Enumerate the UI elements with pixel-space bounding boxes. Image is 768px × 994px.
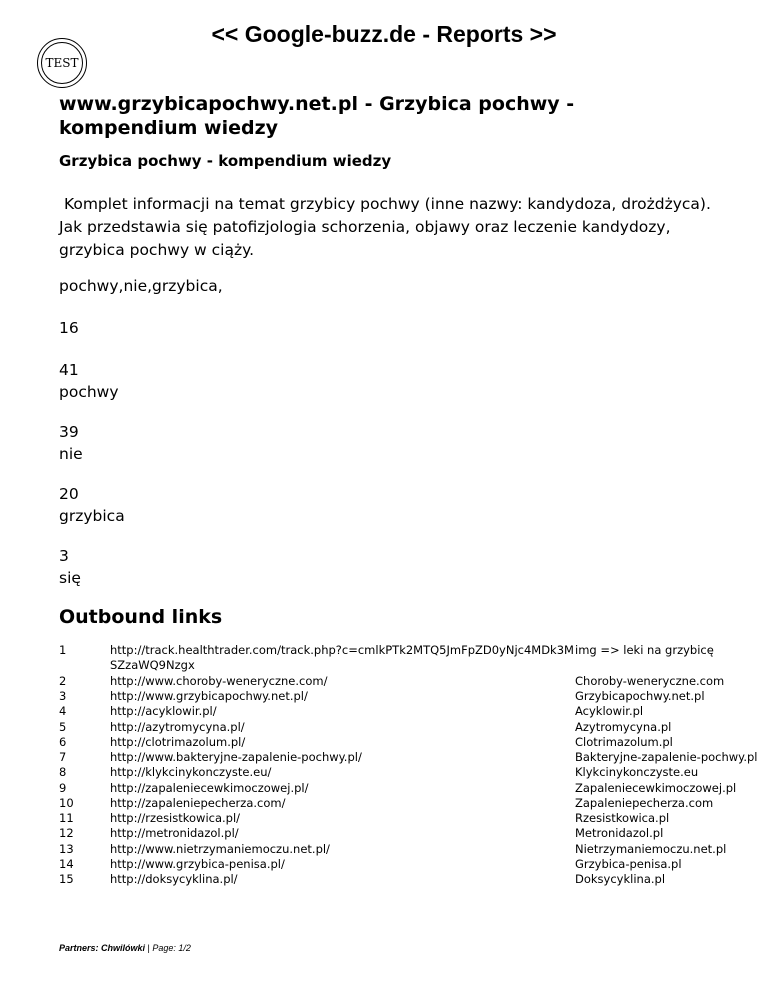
keyword-count: 41 <box>59 361 79 379</box>
keyword-stat <box>59 483 125 527</box>
report-header-title: << Google-buzz.de - Reports >> <box>211 21 557 47</box>
link-number: 1 <box>59 643 67 657</box>
keyword-stat <box>59 359 119 403</box>
keywords-line: pochwy,nie,grzybica, <box>59 277 223 295</box>
footer-separator: | <box>145 943 153 953</box>
link-url[interactable]: http://klykcinykonczyste.eu/ <box>110 765 272 779</box>
link-number: 6 <box>59 735 67 749</box>
link-anchor-text: Choroby-weneryczne.com <box>575 674 725 688</box>
link-url[interactable]: http://www.grzybica-penisa.pl/ <box>110 857 285 871</box>
link-number: 7 <box>59 750 67 764</box>
link-anchor-text: Grzybica-penisa.pl <box>575 857 682 871</box>
page-footer <box>59 943 191 953</box>
keyword-count: 20 <box>59 485 79 503</box>
link-url[interactable]: http://metronidazol.pl/ <box>110 826 239 840</box>
link-anchor-text: Rzesistkowica.pl <box>575 811 670 825</box>
link-anchor-text: img => leki na grzybicę <box>575 643 714 657</box>
link-url[interactable]: http://clotrimazolum.pl/ <box>110 735 246 749</box>
link-anchor-text: Nietrzymaniemoczu.net.pl <box>575 842 727 856</box>
link-url[interactable]: http://acyklowir.pl/ <box>110 704 217 718</box>
link-url[interactable]: http://rzesistkowica.pl/ <box>110 811 241 825</box>
link-url[interactable]: http://www.choroby-weneryczne.com/ <box>110 674 328 688</box>
link-number: 4 <box>59 704 67 718</box>
link-url[interactable]: http://doksycyklina.pl/ <box>110 872 238 886</box>
link-anchor-text: Zapaleniepecherza.com <box>575 796 714 810</box>
test-stamp <box>37 38 87 88</box>
link-url[interactable]: http://www.grzybicapochwy.net.pl/ <box>110 689 308 703</box>
link-number: 13 <box>59 842 74 856</box>
link-number: 12 <box>59 826 74 840</box>
link-url[interactable]: http://zapaleniepecherza.com/ <box>110 796 286 810</box>
link-url[interactable]: http://zapaleniecewkimoczowej.pl/ <box>110 781 309 795</box>
outbound-links-heading: Outbound links <box>59 606 223 628</box>
link-anchor-text: Doksycyklina.pl <box>575 872 666 886</box>
keyword-stat <box>59 545 81 589</box>
link-number: 10 <box>59 796 74 810</box>
link-number: 9 <box>59 781 67 795</box>
keyword-word: pochwy <box>59 383 119 401</box>
keyword-count: 3 <box>59 547 69 565</box>
link-number: 2 <box>59 674 67 688</box>
link-number: 11 <box>59 811 74 825</box>
keyword-stat <box>59 421 83 465</box>
link-anchor-text: Bakteryjne-zapalenie-pochwy.pl <box>575 750 758 764</box>
link-url[interactable]: http://www.nietrzymaniemoczu.net.pl/ <box>110 842 330 856</box>
total-count-value: 16 <box>59 319 79 337</box>
link-number: 5 <box>59 720 67 734</box>
link-anchor-text: Acyklowir.pl <box>575 704 644 718</box>
total-count <box>59 317 79 339</box>
link-anchor-text: Zapaleniecewkimoczowej.pl <box>575 781 737 795</box>
link-number: 8 <box>59 765 67 779</box>
keyword-count: 39 <box>59 423 79 441</box>
link-number: 15 <box>59 872 74 886</box>
link-anchor-text: Grzybicapochwy.net.pl <box>575 689 705 703</box>
link-url[interactable]: http://track.healthtrader.com/track.php?c=cmlkPTk2MTQ5JmFpZD0yNjc4MDk3MSZzaWQ9Nzgx <box>110 643 574 673</box>
link-anchor-text: Clotrimazolum.pl <box>575 735 673 749</box>
keyword-word: się <box>59 569 81 587</box>
link-url[interactable]: http://www.bakteryjne-zapalenie-pochwy.pl/ <box>110 750 362 764</box>
site-description: Komplet informacji na temat grzybicy pochwy (inne nazwy: kandydoza, drożdżyca). Jak przedstawia się patofizjologia schorzenia, objawy oraz leczenie kandydozy, grzybica pochwy w ciąży. <box>59 195 716 259</box>
link-anchor-text: Azytromycyna.pl <box>575 720 672 734</box>
link-anchor-text: Klykcinykonczyste.eu <box>575 765 699 779</box>
test-stamp-inner: TEST <box>41 42 83 84</box>
link-anchor-text: Metronidazol.pl <box>575 826 664 840</box>
footer-page-number: Page: 1/2 <box>152 943 191 953</box>
site-title: www.grzybicapochwy.net.pl - Grzybica pochwy - kompendium wiedzy <box>59 93 575 139</box>
keyword-word: nie <box>59 445 83 463</box>
link-number: 3 <box>59 689 67 703</box>
keyword-word: grzybica <box>59 507 125 525</box>
link-url[interactable]: http://azytromycyna.pl/ <box>110 720 245 734</box>
link-number: 14 <box>59 857 74 871</box>
footer-partners[interactable]: Partners: Chwilówki <box>59 943 146 953</box>
site-subtitle: Grzybica pochwy - kompendium wiedzy <box>59 152 392 170</box>
